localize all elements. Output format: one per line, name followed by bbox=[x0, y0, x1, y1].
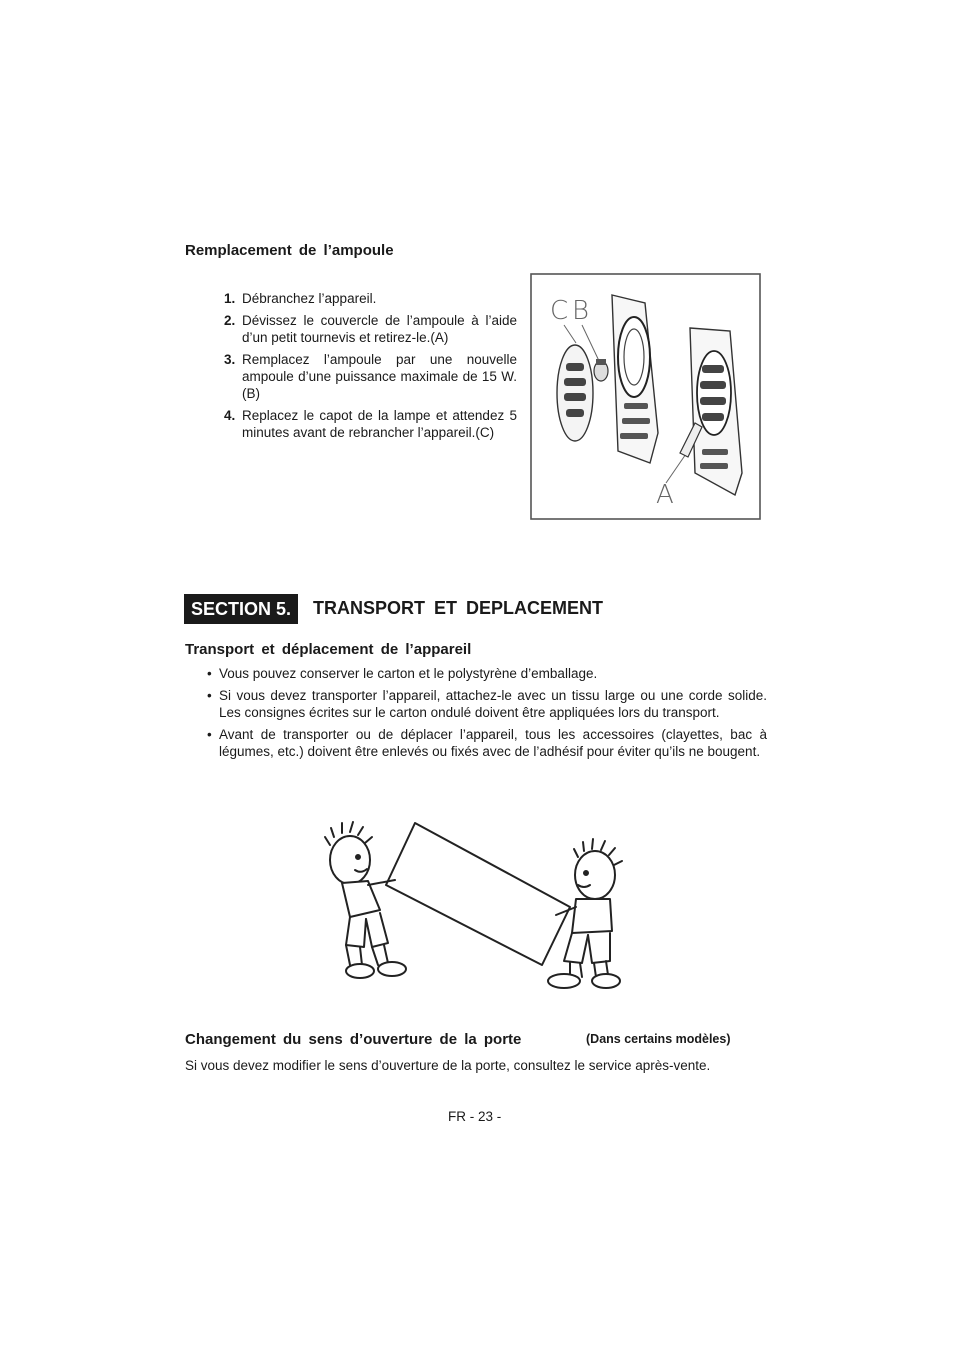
step-item bbox=[224, 290, 517, 307]
step-number: 3. bbox=[224, 352, 236, 367]
bullet-item: • Si vous devez transporter l’appareil, attachez-le avec un tissu large ou une corde solide. Les consignes écrites sur le carton ondulé doivent être appliquées lors du transport. bbox=[207, 687, 767, 721]
bullet-item: • Vous pouvez conserver le carton et le polystyrène d’emballage. bbox=[207, 665, 767, 682]
bulb-steps bbox=[224, 290, 517, 446]
transport-illustration bbox=[320, 815, 635, 995]
step-item bbox=[224, 407, 517, 441]
door-note: (Dans certains modèles) bbox=[586, 1032, 731, 1046]
step-number: 2. bbox=[224, 313, 236, 328]
door-heading: Changement du sens d’ouverture de la porte bbox=[185, 1031, 522, 1048]
step-item bbox=[224, 312, 517, 346]
transport-bullets bbox=[207, 665, 767, 765]
bulb-heading: Remplacement de l’ampoule bbox=[185, 242, 394, 259]
door-text: Si vous devez modifier le sens d’ouverture de la porte, consultez le service après-vente. bbox=[185, 1058, 711, 1073]
bulb-illustration bbox=[530, 273, 762, 521]
figure-label-a: A bbox=[656, 480, 674, 510]
step-text: Débranchez l’appareil. bbox=[242, 291, 377, 306]
step-number: 4. bbox=[224, 408, 236, 423]
step-number: 1. bbox=[224, 291, 236, 306]
section-label: SECTION 5. bbox=[184, 594, 298, 624]
transport-heading: Transport et déplacement de l’appareil bbox=[185, 641, 472, 658]
figure-label-c: C bbox=[550, 296, 569, 326]
section-title: TRANSPORT ET DEPLACEMENT bbox=[313, 598, 604, 618]
step-text: Replacez le capot de la lampe et attendez 5 minutes avant de rebrancher l’appareil.(C) bbox=[242, 408, 517, 440]
step-item bbox=[224, 351, 517, 402]
figure-label-b: B bbox=[572, 296, 590, 326]
bullet-item: • Avant de transporter ou de déplacer l’appareil, tous les accessoires (clayettes, bac à légumes, etc.) doivent être enlevés ou fixés avec de l’adhésif pour éviter qu’ils ne bougent. bbox=[207, 726, 767, 760]
page-number: FR - 23 - bbox=[448, 1109, 502, 1124]
step-text: Dévissez le couvercle de l’ampoule à l’aide d’un petit tournevis et retirez-le.(A) bbox=[242, 313, 517, 345]
step-text: Remplacez l’ampoule par une nouvelle ampoule d’une puissance maximale de 15 W.(B) bbox=[242, 352, 517, 401]
